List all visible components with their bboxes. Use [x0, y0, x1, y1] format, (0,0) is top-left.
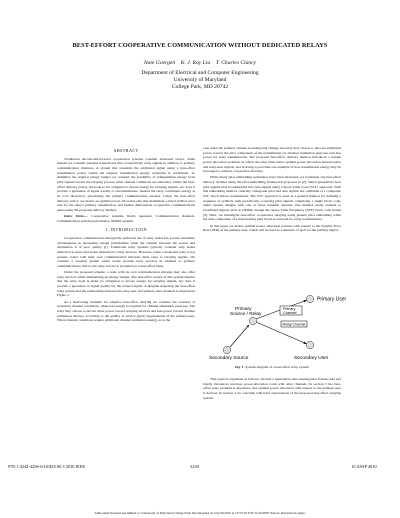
primary-source-label-2: Source / Relay [230, 312, 262, 317]
intro-paragraph-3: As a motivating example for adaptive best-effort relaying we consider the scenario of stationary channel conditions, when less energy is required for channel estimation purposes. The relay may choose to devote more power toward relaying services and less power toward channel estimation devices, according to the quality of service (QoS) requirements of the primary-user. When channel conditions require additional channel estimation energy, as is the [57, 299, 195, 323]
primary-source-node [249, 317, 256, 324]
secondary-source-node [223, 346, 230, 353]
affiliation-university: University of Maryland [173, 77, 227, 84]
relay-channel-label: Relay Channel [282, 322, 306, 327]
author-list: Nate Goergen K. J. Ray Liu T. Charles Clancy [143, 60, 257, 66]
secondary-source-arrow [230, 325, 249, 347]
index-terms-label: Index Terms— [64, 214, 89, 219]
primary-user-label: Primary User [317, 296, 347, 303]
right-paragraph-4: This paper is organized as follows: Section 2 generalizes data-bearing pilot frameworks and briefly introduces previous power-allocation work with relay channels. In section 3 the best-effort relay problem is discussed, and optimal power allocation with respect to the primary-user is derived. In section 4 we conclude with brief observations of the proposed best-effort relaying system. [203, 377, 341, 400]
abstract-heading: ABSTRACT [113, 148, 139, 153]
figure-caption-text: System diagram of a best-effort relay system [244, 365, 309, 369]
primary-channel-label-1: Primary [283, 307, 296, 311]
primary-channel-label-2: Channel [283, 310, 297, 315]
affiliation-address: College Park, MD 20742 [171, 84, 229, 91]
right-column-lower [203, 377, 341, 400]
abstract-text: Traditional decode-and-forward cooperation systems consider dedicated relays, while instead we consider wireless transceivers that cooperatively relay signals in addition to primary communication missions. A system that transmits the additional signal using a best-effort transmission policy within the original transmission energy constraint is considered. To minimize the original energy budget we consider the feasibility of relinquishing energy from pilot signals toward the relaying process when channel conditions are stationary. Under the best-effort delivery policy, the node is not obligated to devote energy for relaying signals, nor does it provide a guarantee of signal quality to retransmissions. Instead the relay contributes energy at its own discretion, prioritizing the primary communication relation. Using the best-effort delivery policy, we derive an optimal power allocation rule that maximizes a fixed symbol error rate for the relay's primary transmission, and further demonstrate cooperative communications gains using the proposed delivery method. [57, 156, 195, 212]
footer-isbn: 978-1-4244-4296-6/10/$25.00 ©2010 IEEE [8, 464, 86, 469]
figure-caption-label: Fig. 1. [235, 365, 245, 369]
license-notice: Authorized licensed use limited to: University of Maryland College Park. Downloaded on July 06,2010 at 13:53:18 UTC from IEEE Xplore. Restrictions apply. [94, 511, 306, 515]
introduction-heading: 1. INTRODUCTION [105, 227, 147, 233]
right-paragraph-3: In this paper we derive optimal power allocation policies with respect to the Symbol Error Rate (SER) of the primary-user, which will be used as a measure of QoS for the primary signal. [203, 223, 341, 233]
index-terms [57, 214, 195, 223]
secondary-source-label: Secondary Source [209, 356, 249, 361]
index-terms-text: Cooperative systems, Radio repeaters, Communication channels, Communication system performance, MIMO systems [57, 214, 195, 223]
footer-venue: ICASSP 2010 [352, 464, 377, 469]
footer-page-number: 3230 [190, 464, 199, 469]
paper-title: BEST-EFFORT COOPERATIVE COMMUNICATION WITHOUT DEDICATED RELAYS [72, 42, 328, 49]
intro-paragraph-1: Cooperative communication through the judicious use of relay nodes has proven extremely advantageous in decreasing outage probabilities when the channel between the source and destination is of poor quality [1]. Traditional relay systems typically consider only nodes dedicated to users and nodes dedicated to relay services. However, when a dedicated relay is not present, nodes with their own communication missions must cater to relaying signals. We consider a relaying system where nodes provide relay services in addition to primary communications, that is, the relay service is provided on a best-effort basis. [57, 236, 195, 268]
figure-caption [203, 365, 341, 370]
right-column [203, 146, 341, 233]
affiliation [0, 70, 400, 92]
secondary-user-node [306, 341, 313, 348]
right-paragraph-2: While many pilot-embedding techniques have been discussed, we formulate one best-effort delivery channel using the pilot-embedding framework proposed in [2], which generalizes how pilot signals may be embedded into data signals using a Space Time Code (STC) approach. With this embedding method, centrally orthogonal pilot and data signals are combined at a composite STC block before transmission. The STC approach is used as a general method for defining a sequence of symbols with periodically occurring pilot signals comprising a single block code, under system designs with one or more transmit antenna. The method easily extends to broadband signals such as OFDM, though the Space Time Frequency (STF) block code model [3]. Here, we investigate best-effort cooperative relaying using generic pilot embedding when the data-component of a data-bearing pilot block is reserved for relay transmissions. [203, 175, 341, 222]
affiliation-department: Department of Electrical and Computer Engineering [141, 70, 259, 76]
left-column [57, 149, 195, 323]
primary-source-label-1: Primary [235, 307, 252, 312]
intro-paragraph-2: Under the proposed scheme, a node with its own communication mission may also offer relay services while maintaining an energy budget. The best-effort nature of this system implies that the relay node is under no obligation to devote energy for relaying signals, nor does it provide a guarantee of signal quality for the relayed signal. A diagram depicting the best-effort relay system and the relationship between the relay-user and primary-user channels is depicted in Figure 1. [57, 270, 195, 298]
secondary-user-label: Secondary User [294, 356, 329, 361]
system-diagram-figure [203, 284, 347, 364]
right-paragraph-1: case when the primary channel is undergoing change, the relay may choose to allocate additional power toward the pilot component of the transmission for channel estimation purposes and less power for relay transmissions. The proposed best-effort delivery method introduces a unique power allocation problem, in which the relay must select optimal power allocation between pilot and relay-user signals, and in doing so provides one example of how transmission energy may be leveraged to achieve cooperative diversity. [203, 146, 341, 174]
primary-user-node [306, 295, 313, 302]
